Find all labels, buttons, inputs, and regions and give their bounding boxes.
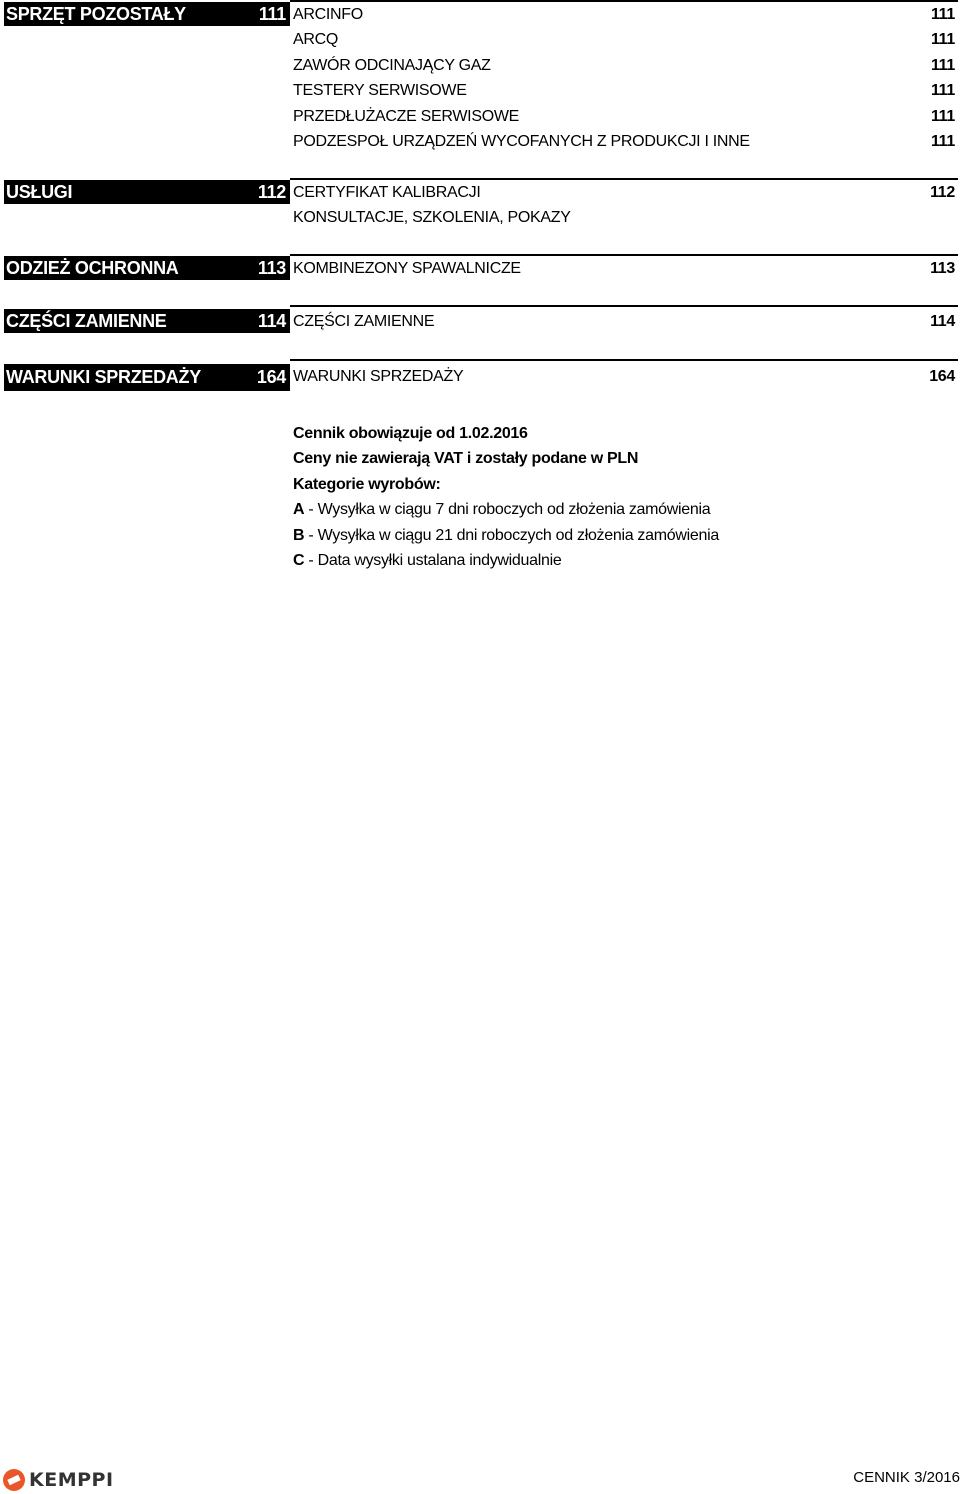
section-title: WARUNKI SPRZEDAŻY [6, 367, 201, 387]
kemppi-logo [3, 1468, 114, 1492]
kemppi-logo-icon [3, 1469, 25, 1491]
item-page-number: 112 [930, 184, 955, 201]
list-item[interactable] [293, 256, 957, 281]
category-item [293, 497, 719, 522]
item-page-number: 111 [930, 107, 955, 125]
section-divider [290, 305, 958, 307]
category-text: - Data wysyłki ustalana indywidualnie [304, 551, 562, 569]
section-items [293, 256, 957, 281]
valid-from-note: Cennik obowiązuje od 1.02.2016 [293, 425, 528, 442]
category-item [293, 548, 719, 573]
categories-heading: Kategorie wyrobów: [293, 475, 441, 493]
category-text: - Wysyłka w ciągu 21 dni roboczych od złożenia zamówienia [304, 526, 719, 544]
item-label: CERTYFIKAT KALIBRACJI [293, 184, 481, 201]
list-item[interactable] [293, 53, 957, 78]
section-header[interactable] [4, 256, 290, 280]
item-label: ARCQ [293, 31, 339, 49]
list-item[interactable] [293, 78, 957, 103]
list-item[interactable] [293, 2, 957, 27]
category-text: - Wysyłka w ciągu 7 dni roboczych od złożenia zamówienia [304, 501, 711, 519]
vat-note: Ceny nie zawierają VAT i zostały podane w PLN [293, 450, 639, 468]
item-label: ARCINFO [293, 6, 363, 23]
item-page-number: 111 [930, 31, 955, 49]
section-page-number: 114 [257, 311, 286, 331]
item-page-number: 111 [930, 82, 955, 100]
list-item[interactable] [293, 27, 957, 52]
list-item[interactable] [293, 309, 957, 334]
section-page-number: 164 [256, 367, 286, 387]
section-header[interactable] [4, 180, 290, 204]
item-page-number: 111 [930, 6, 955, 23]
section-items [293, 364, 957, 389]
section-header[interactable] [4, 364, 290, 391]
category-letter: C [293, 551, 305, 569]
section-divider [290, 359, 958, 361]
section-header[interactable] [4, 309, 290, 333]
catalog-edition-label: CENNIK 3/2016 [853, 1469, 960, 1486]
kemppi-wordmark: KEMPPI [29, 1469, 114, 1491]
item-label: KOMBINEZONY SPAWALNICZE [293, 260, 521, 277]
price-list-notes [293, 421, 719, 573]
section-title: ODZIEŻ OCHRONNA [6, 258, 179, 278]
item-page-number: 164 [929, 368, 955, 385]
item-page-number: 111 [930, 132, 955, 150]
item-label: CZĘŚCI ZAMIENNE [293, 313, 435, 330]
item-page-number: 114 [930, 313, 955, 330]
section-title: SPRZĘT POZOSTAŁY [6, 4, 186, 24]
item-label: ZAWÓR ODCINAJĄCY GAZ [293, 56, 491, 74]
item-label: TESTERY SERWISOWE [293, 82, 467, 100]
list-item[interactable] [293, 104, 957, 129]
item-label: KONSULTACJE, SZKOLENIA, POKAZY [293, 209, 571, 227]
item-label: WARUNKI SPRZEDAŻY [293, 368, 464, 385]
item-label: PRZEDŁUŻACZE SERWISOWE [293, 107, 520, 125]
category-item [293, 523, 719, 548]
section-header[interactable] [4, 2, 290, 26]
section-items [293, 2, 957, 154]
item-page-number: 111 [930, 56, 955, 74]
list-item[interactable] [293, 180, 957, 205]
category-letter: B [293, 526, 305, 544]
section-items [293, 180, 957, 231]
section-page-number: 111 [258, 4, 286, 24]
item-label: PODZESPOŁ URZĄDZEŃ WYCOFANYCH Z PRODUKCJI I INNE [293, 132, 750, 150]
section-page-number: 113 [257, 258, 286, 278]
section-title: USŁUGI [6, 182, 73, 202]
category-letter: A [293, 501, 305, 519]
list-item[interactable] [293, 364, 957, 389]
list-item[interactable] [293, 205, 957, 230]
list-item[interactable] [293, 129, 957, 154]
item-page-number: 113 [930, 260, 955, 277]
section-page-number: 112 [257, 182, 286, 202]
section-items [293, 309, 957, 334]
section-title: CZĘŚCI ZAMIENNE [6, 311, 167, 331]
